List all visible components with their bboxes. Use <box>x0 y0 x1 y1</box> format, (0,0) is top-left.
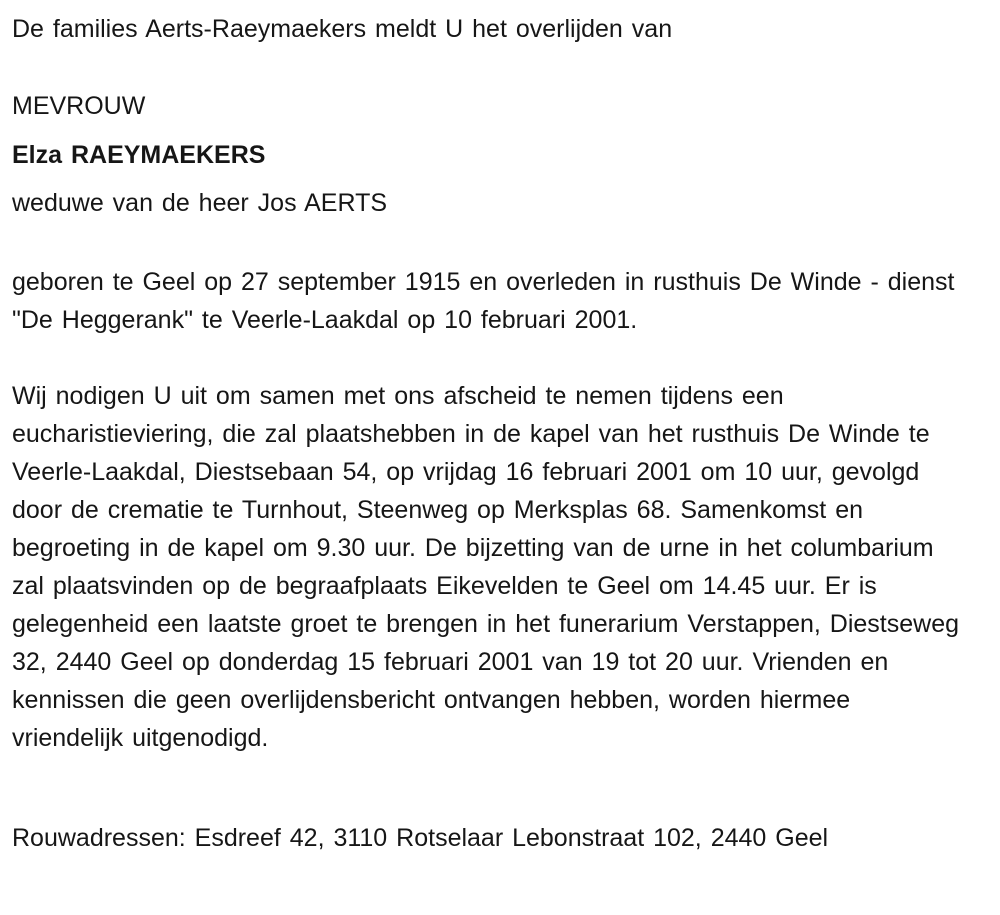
ceremony-paragraph: Wij nodigen U uit om samen met ons afscheid te nemen tijdens een eucharistieviering, die zal plaatshebben in de kapel van het rusthuis De Winde te Veerle-Laakdal, Diestsebaan 54, op vrijdag 16 februari 2001 om 10 uur, gevolgd door de crematie te Turnhout, Steenweg op Merksplas 68. Samenkomst en begroeting in de kapel om 9.30 uur. De bijzetting van de urne in het columbarium zal plaatsvinden op de begraafplaats Eikevelden te Geel om 14.45 uur. Er is gelegenheid een laatste groet te brengen in het funerarium Verstappen, Diestseweg 32, 2440 Geel op donderdag 15 februari 2001 van 19 tot 20 uur. Vrienden en kennissen die geen overlijdensbericht ontvangen hebben, worden hiermee vriendelijk uitgenodigd. <box>12 382 960 752</box>
intro-line: De families Aerts-Raeymaekers meldt U het overlijden van <box>12 15 673 43</box>
salutation-line: MEVROUW <box>12 92 146 120</box>
deceased-name: Elza RAEYMAEKERS <box>12 141 266 169</box>
mourning-addresses-line: Rouwadressen: Esdreef 42, 3110 Rotselaar Lebonstraat 102, 2440 Geel <box>12 824 829 852</box>
relation-line: weduwe van de heer Jos AERTS <box>12 189 388 217</box>
birth-death-paragraph: geboren te Geel op 27 september 1915 en overleden in rusthuis De Winde - dienst "De Heggerank" te Veerle-Laakdal op 10 februari 2001. <box>12 268 955 334</box>
